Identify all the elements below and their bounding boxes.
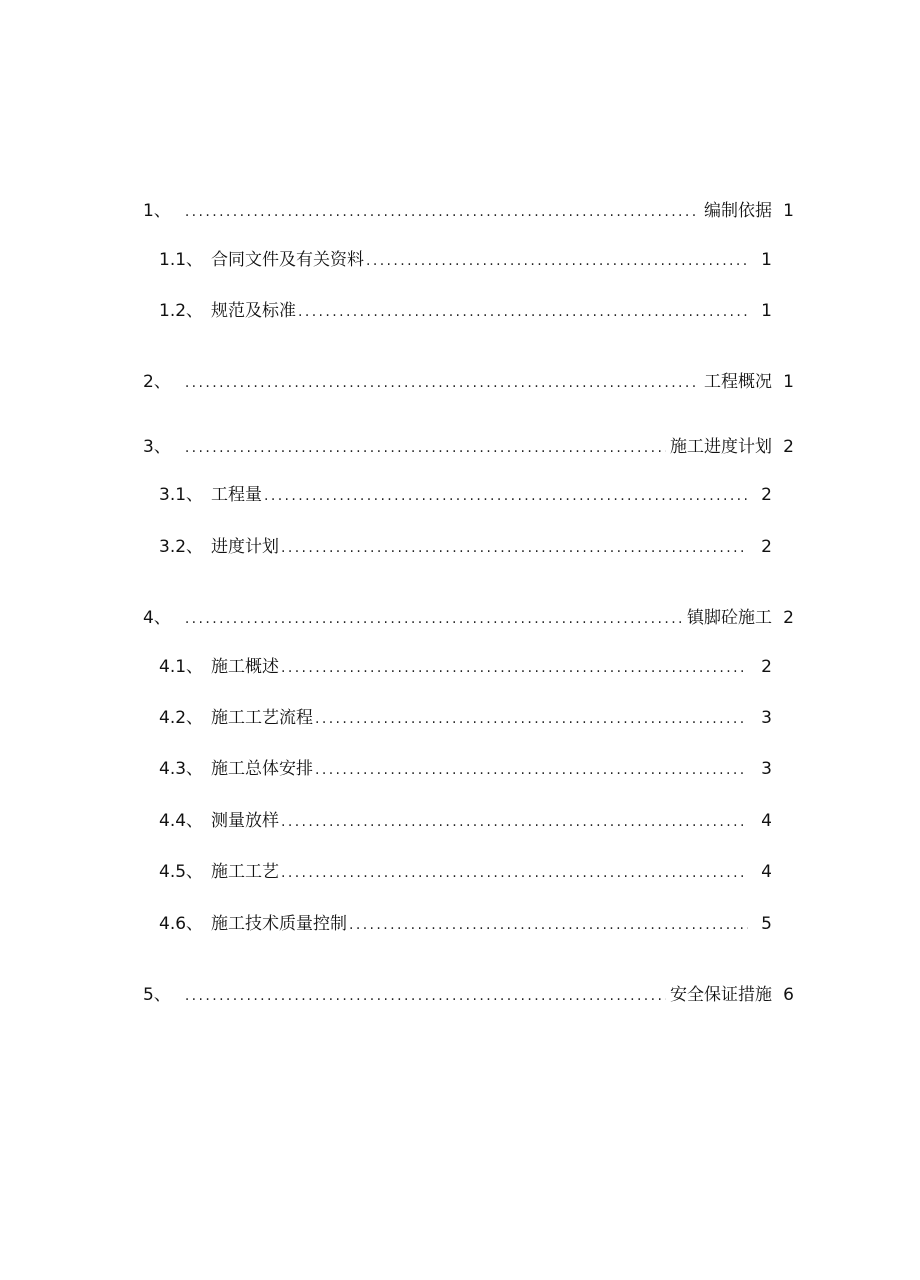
- toc-page-number: 1: [783, 201, 794, 221]
- dot-leader: [264, 484, 748, 508]
- dot-leader: [185, 984, 666, 1008]
- toc-entry-4-6[interactable]: [159, 912, 772, 937]
- toc-title: 施工工艺流程: [211, 708, 313, 728]
- toc-number: 2、: [143, 372, 171, 392]
- dot-leader: [366, 249, 748, 273]
- toc-number: 1.2、: [159, 301, 204, 321]
- toc-number: 3.1、: [159, 485, 204, 505]
- toc-number: 4.4、: [159, 811, 204, 831]
- toc-entry-3-2[interactable]: [159, 535, 772, 560]
- toc-page-number: 2: [783, 608, 794, 628]
- toc-page-number: 2: [761, 485, 772, 505]
- toc-page-number: 2: [783, 437, 794, 457]
- toc-page-number: 4: [761, 862, 772, 882]
- toc-title: 编制依据: [704, 201, 772, 221]
- toc-page-number: 2: [761, 537, 772, 557]
- toc-entry-1[interactable]: [143, 199, 794, 224]
- toc-entry-2[interactable]: [143, 370, 794, 395]
- toc-page-number: 6: [783, 985, 794, 1005]
- toc-page-number: 4: [761, 811, 772, 831]
- toc-number: 4.1、: [159, 657, 204, 677]
- toc-number: 4.2、: [159, 708, 204, 728]
- toc-number: 3.2、: [159, 537, 204, 557]
- dot-leader: [349, 913, 748, 937]
- toc-entry-4-2[interactable]: [159, 706, 772, 731]
- toc-page-number: 3: [761, 708, 772, 728]
- toc-title: 施工技术质量控制: [211, 914, 347, 934]
- toc-title: 施工进度计划: [670, 437, 772, 457]
- dot-leader: [185, 200, 700, 224]
- dot-leader: [281, 656, 748, 680]
- toc-entry-4-4[interactable]: [159, 809, 772, 834]
- toc-number: 3、: [143, 437, 171, 457]
- toc-title: 规范及标准: [211, 301, 296, 321]
- toc-entry-4[interactable]: [143, 606, 794, 631]
- toc-page-number: 2: [761, 657, 772, 677]
- toc-page-number: 3: [761, 759, 772, 779]
- toc-page-number: 1: [761, 301, 772, 321]
- dot-leader: [298, 300, 748, 324]
- toc-page-number: 1: [783, 372, 794, 392]
- dot-leader: [185, 436, 666, 460]
- toc-title: 进度计划: [211, 537, 279, 557]
- dot-leader: [185, 371, 700, 395]
- toc-title: 施工总体安排: [211, 759, 313, 779]
- dot-leader: [281, 810, 748, 834]
- toc-entry-4-5[interactable]: [159, 860, 772, 885]
- toc-page-number: 1: [761, 250, 772, 270]
- toc-title: 工程量: [211, 485, 262, 505]
- toc-entry-5[interactable]: [143, 983, 794, 1008]
- dot-leader: [315, 707, 748, 731]
- dot-leader: [281, 536, 748, 560]
- dot-leader: [281, 861, 748, 885]
- toc-number: 1.1、: [159, 250, 204, 270]
- dot-leader: [185, 607, 683, 631]
- toc-number: 5、: [143, 985, 171, 1005]
- toc-entry-1-1[interactable]: [159, 248, 772, 273]
- toc-title: 合同文件及有关资料: [211, 250, 364, 270]
- toc-entry-4-3[interactable]: [159, 757, 772, 782]
- toc-number: 4.5、: [159, 862, 204, 882]
- toc-number: 4.3、: [159, 759, 204, 779]
- toc-entry-4-1[interactable]: [159, 655, 772, 680]
- toc-title: 镇脚砼施工: [687, 608, 772, 628]
- dot-leader: [315, 758, 748, 782]
- toc-title: 工程概况: [704, 372, 772, 392]
- toc-title: 测量放样: [211, 811, 279, 831]
- toc-page-number: 5: [761, 914, 772, 934]
- toc-title: 安全保证措施: [670, 985, 772, 1005]
- toc-number: 4、: [143, 608, 171, 628]
- toc-title: 施工工艺: [211, 862, 279, 882]
- toc-entry-3[interactable]: [143, 435, 794, 460]
- toc-title: 施工概述: [211, 657, 279, 677]
- toc-number: 1、: [143, 201, 171, 221]
- toc-entry-3-1[interactable]: [159, 483, 772, 508]
- toc-number: 4.6、: [159, 914, 204, 934]
- toc-entry-1-2[interactable]: [159, 299, 772, 324]
